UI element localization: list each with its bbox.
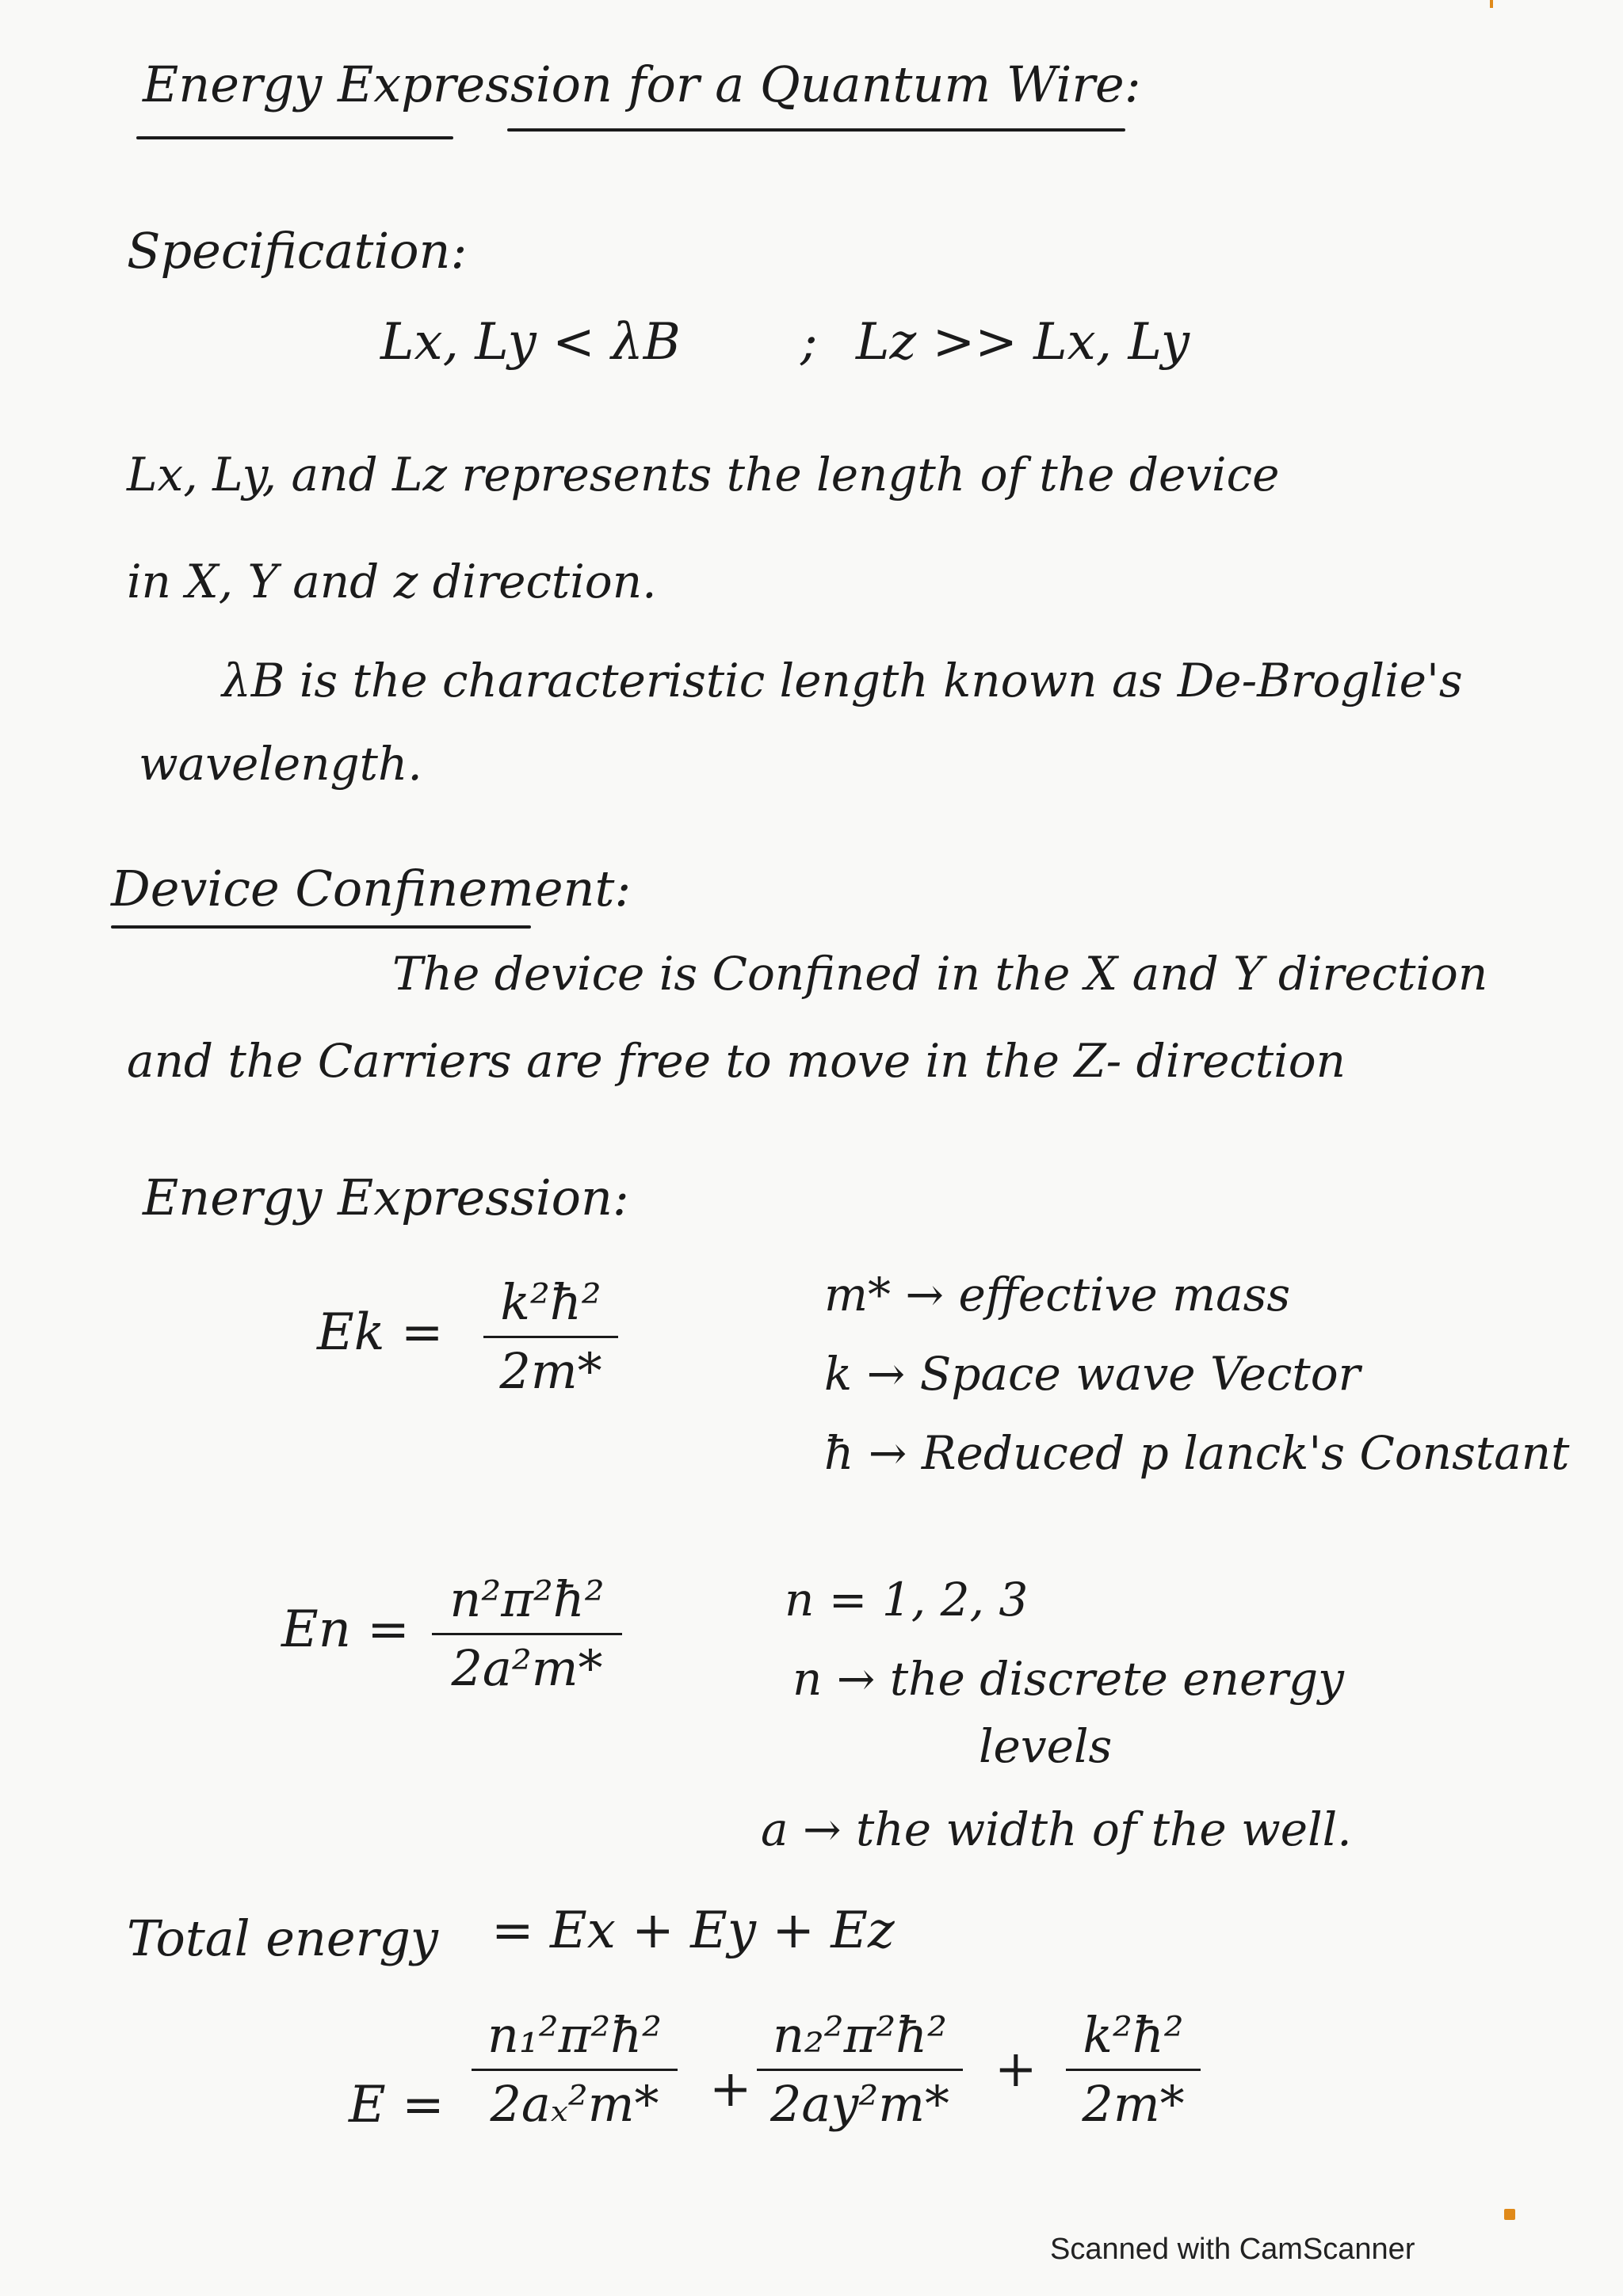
- term-y-fraction-bar: [757, 2069, 963, 2071]
- term-z-numerator: k²ħ²: [1083, 2006, 1184, 2064]
- a-note: a → the width of the well.: [761, 1802, 1352, 1856]
- specification-heading: Specification:: [127, 222, 468, 280]
- spec-paragraph-line: wavelength.: [139, 737, 422, 791]
- en-denominator: 2a²m*: [451, 1639, 603, 1698]
- total-term-y: [757, 2006, 963, 2134]
- term-x-fraction-bar: [472, 2069, 678, 2071]
- ek-lhs: Ek =: [317, 1303, 444, 1362]
- spec-paragraph-line: Lx, Ly, and Lz represents the length of the device: [127, 448, 1280, 502]
- page-title: Energy Expression for a Quantum Wire:: [143, 55, 1141, 113]
- term-y-denominator: 2ay²m*: [769, 2075, 950, 2134]
- ek-note: k → Space wave Vector: [824, 1347, 1361, 1401]
- ek-fraction: [483, 1273, 618, 1401]
- total-e-lhs: E =: [349, 2076, 445, 2134]
- scan-edge-mark: [1490, 0, 1493, 8]
- confinement-line: and the Carriers are free to move in the Z- direction: [127, 1034, 1346, 1088]
- en-lhs: En =: [281, 1600, 410, 1659]
- confinement-line: The device is Confined in the X and Y direction: [392, 947, 1488, 1001]
- confinement-heading: Device Confinement:: [111, 860, 632, 917]
- en-numerator: n²π²ħ²: [449, 1570, 605, 1628]
- scanner-watermark: Scanned with CamScanner: [1050, 2233, 1415, 2266]
- plus-sign: +: [995, 2040, 1037, 2099]
- term-y-numerator: n₂²π²ħ²: [772, 2006, 948, 2064]
- ek-note: ħ → Reduced p lanck's Constant: [824, 1426, 1570, 1480]
- plus-sign: +: [709, 2060, 752, 2119]
- title-underline-right: [507, 128, 1125, 132]
- title-underline-left: [136, 136, 453, 139]
- total-term-x: [472, 2006, 678, 2134]
- scan-edge-mark: [1504, 2209, 1515, 2220]
- en-fraction: [432, 1570, 622, 1698]
- n-note-continued: levels: [979, 1719, 1113, 1773]
- spec-condition-left: Lx, Ly < λB: [380, 313, 681, 372]
- term-z-denominator: 2m*: [1082, 2075, 1185, 2134]
- spec-paragraph-line: λB is the characteristic length known as De-Broglie's: [222, 654, 1463, 707]
- total-energy-label: Total energy: [127, 1909, 438, 1967]
- term-z-fraction-bar: [1066, 2069, 1201, 2071]
- en-fraction-bar: [432, 1633, 622, 1635]
- ek-note: m* → effective mass: [824, 1268, 1291, 1322]
- term-x-numerator: n₁²π²ħ²: [487, 2006, 663, 2064]
- total-term-z: [1066, 2006, 1201, 2134]
- total-energy-sum: = Ex + Ey + Ez: [491, 1901, 895, 1960]
- n-note: n → the discrete energy: [792, 1652, 1344, 1706]
- spec-paragraph-line: in X, Y and z direction.: [127, 555, 657, 608]
- term-x-denominator: 2aₓ²m*: [490, 2075, 659, 2134]
- confinement-underline: [111, 925, 531, 929]
- spec-condition-right: Lz >> Lx, Ly: [856, 313, 1190, 372]
- spec-condition-separator: ;: [800, 313, 818, 372]
- ek-numerator: k²ħ²: [500, 1273, 601, 1331]
- n-values: n = 1, 2, 3: [785, 1573, 1029, 1627]
- ek-denominator: 2m*: [499, 1342, 602, 1401]
- energy-heading: Energy Expression:: [143, 1169, 629, 1226]
- ek-fraction-bar: [483, 1336, 618, 1338]
